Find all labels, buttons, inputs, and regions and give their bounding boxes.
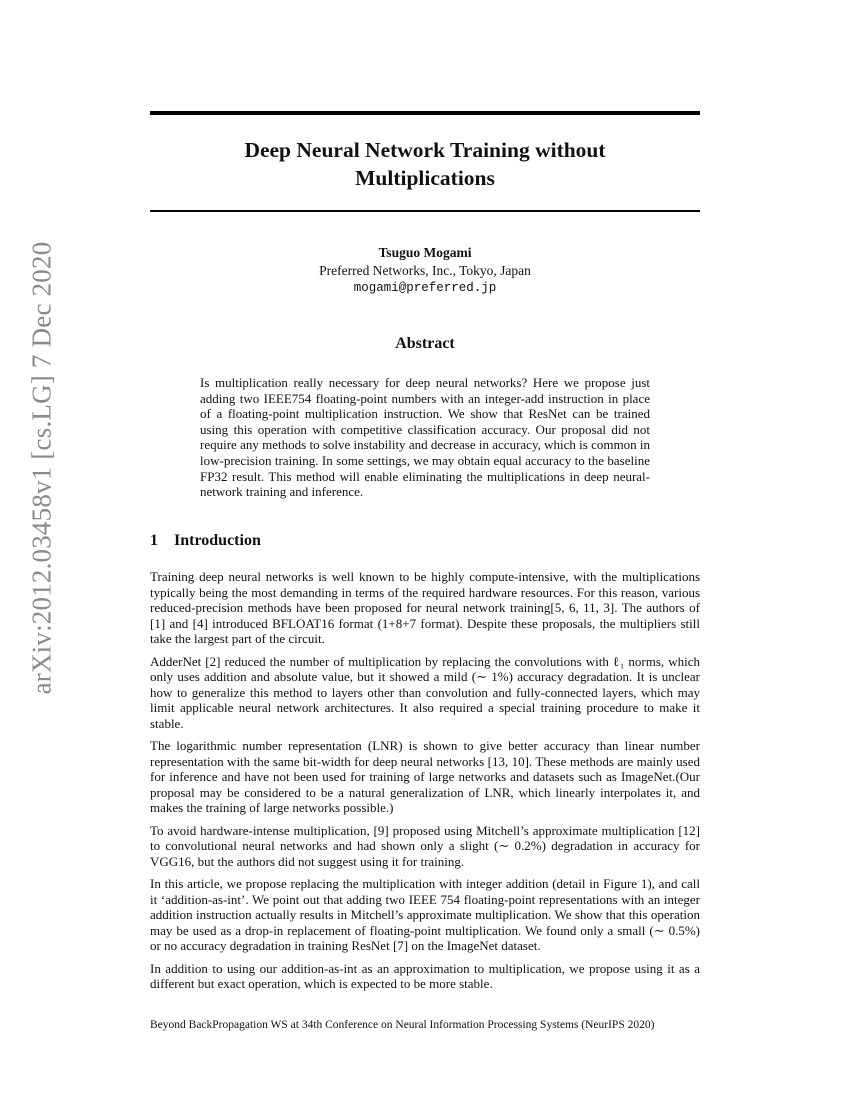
author-name: Tsuguo Mogami bbox=[378, 245, 472, 260]
paper-title-line-1: Deep Neural Network Training without bbox=[244, 138, 606, 162]
intro-paragraph: AdderNet [2] reduced the number of multiplication by replacing the convolutions with ℓ₁ norms, which only uses addition and absolute value, but it showed a mild (∼ 1%) accuracy degradation. It is unclear how to generalize this method to layers other than convolution and fully-connected layers, which may limit applicable neural network architectures. It also required a special training procedure to make it stable. bbox=[150, 653, 700, 731]
conference-footer: Beyond BackPropagation WS at 34th Conference on Neural Information Processing Systems (NeurIPS 2020) bbox=[150, 1019, 655, 1031]
intro-paragraph: In this article, we propose replacing the multiplication with integer addition (detail in Figure 1), and call it ‘addition-as-int’. We point out that adding two IEEE 754 floating-point representations with an integer addition instruction actually results in Mitchell’s approximate multiplication. We show that this operation may be used as a drop-in replacement of floating-point multiplication. We found only a small (∼ 0.5%) or no accuracy degradation in training ResNet [7] on the ImageNet dataset. bbox=[150, 876, 700, 953]
paper-title-line-2: Multiplications bbox=[355, 166, 495, 190]
author-email[interactable]: mogami@preferred.jp bbox=[353, 281, 497, 295]
arxiv-side-stamp: arXiv:2012.03458v1 [cs.LG] 7 Dec 2020 bbox=[26, 241, 57, 695]
abstract-heading: Abstract bbox=[395, 335, 455, 352]
section-title: Introduction bbox=[174, 532, 261, 549]
intro-paragraph: In addition to using our addition-as-int as an approximation to multiplication, we propose using it as a different but exact operation, which is expected to be more stable. bbox=[150, 960, 700, 991]
paper-title bbox=[150, 136, 700, 192]
section-heading-introduction bbox=[150, 532, 261, 550]
abstract-text: Is multiplication really necessary for deep neural networks? Here we propose just adding two IEEE754 floating-point numbers with an integer-add instruction in place of a floating-point multiplication instruction. We show that ResNet can be trained using this operation with competitive classification accuracy. Our proposal did not require any methods to solve instability and decrease in accuracy, which is common in low-precision training. In some settings, we may obtain equal accuracy to the baseline FP32 result. This method will enable eliminating the multiplications in deep neural-network training and inference. bbox=[200, 375, 650, 500]
introduction-body bbox=[150, 569, 700, 999]
section-number: 1 bbox=[150, 532, 158, 549]
title-top-rule bbox=[150, 111, 700, 115]
author-block bbox=[150, 244, 700, 297]
intro-paragraph: To avoid hardware-intense multiplication, [9] proposed using Mitchell’s approximate multiplication [12] to convolutional neural networks and had shown only a slight (∼ 0.2%) degradation in accuracy for VGG16, but the authors did not suggest using it for training. bbox=[150, 822, 700, 869]
intro-paragraph: The logarithmic number representation (LNR) is shown to give better accuracy than linear number representation with the same bit-width for deep neural networks [13, 10]. These methods are mainly used for inference and have not been used for training of large networks and datasets such as ImageNet.(Our proposal may be considered to be a natural generalization of LNR, which linearly interpolates it, and makes the training of large networks possible.) bbox=[150, 738, 700, 815]
author-affiliation: Preferred Networks, Inc., Tokyo, Japan bbox=[319, 263, 531, 278]
intro-paragraph: Training deep neural networks is well known to be highly compute-intensive, with the multiplications typically being the most demanding in terms of the required hardware resources. For this reason, various reduced-precision methods have been proposed for neural network training[5, 6, 11, 3]. The authors of [1] and [4] introduced BFLOAT16 format (1+8+7 format). Despite these proposals, the multipliers still take the largest part of the circuit. bbox=[150, 569, 700, 646]
title-bottom-rule bbox=[150, 210, 700, 212]
